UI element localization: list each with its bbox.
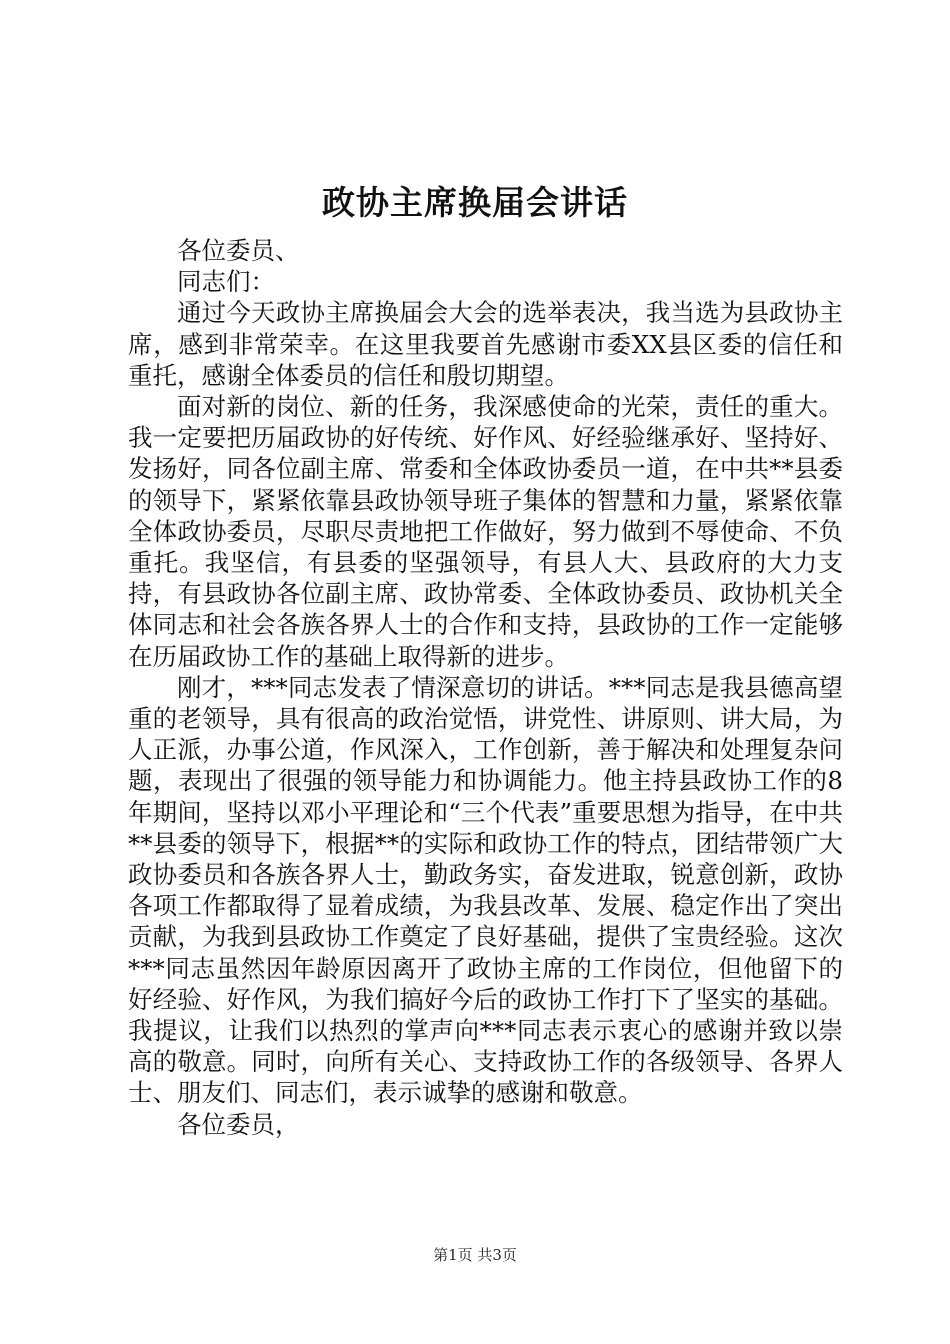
salutation-committee-members: 各位委员、 [177,236,300,265]
paragraph-election-thanks: 通过今天政协主席换届会大会的选举表决，我当选为县政协主席，感到非常荣幸。在这里我要首先感谢市委XX县区委的信任和重托，感谢全体委员的信任和殷切期望。 [128,298,843,390]
salutation-comrades: 同志们： [177,267,275,297]
page-number-footer: 第1页 共3页 [433,1246,517,1264]
document-title: 政协主席换届会讲话 [322,183,628,222]
salutation-committee-members-continued: 各位委员， [177,1109,300,1139]
paragraph-new-post-commitment: 面对新的岗位、新的任务，我深感使命的光荣，责任的重大。我一定要把历届政协的好传统、好作风、好经验继承好、坚持好、发扬好，同各位副主席、常委和全体政协委员一道，在中共**县委的领导下，紧紧依靠县政协领导班子集体的智慧和力量，紧紧依靠全体政协委员，尽职尽责地把工作做好，努力做到不辱使命、不负重托。我坚信，有县委的坚强领导，有县人大、县政府的大力支持，有县政协各位副主席、政协常委、全体政协委员、政协机关全体同志和社会各族各界人士的合作和支持，县政协的工作一定能够在历届政协工作的基础上取得新的进步。 [128,392,843,671]
paragraph-predecessor-tribute: 刚才，***同志发表了情深意切的讲话。***同志是我县德高望重的老领导，具有很高的政治觉悟，讲党性、讲原则、讲大局，为人正派，办事公道，作风深入，工作创新，善于解决和处理复杂问题，表现出了很强的领导能力和协调能力。他主持县政协工作的8年期间，坚持以邓小平理论和“三个代表”重要思想为指导，在中共**县委的领导下，根据**的实际和政协工作的特点，团结带领广大政协委员和各族各界人士，勤政务实，奋发进取，锐意创新，政协各项工作都取得了显着成绩，为我县改革、发展、稳定作出了突出贡献，为我到县政协工作奠定了良好基础，提供了宝贵经验。这次***同志虽然因年龄原因离开了政协主席的工作岗位，但他留下的好经验、好作风，为我们搞好今后的政协工作打下了坚实的基础。我提议，让我们以热烈的掌声向***同志表示衷心的感谢并致以崇高的敬意。同时，向所有关心、支持政协工作的各级领导、各界人士、朋友们、同志们，表示诚挚的感谢和敬意。 [128,672,843,1108]
document-body [128,235,843,1140]
